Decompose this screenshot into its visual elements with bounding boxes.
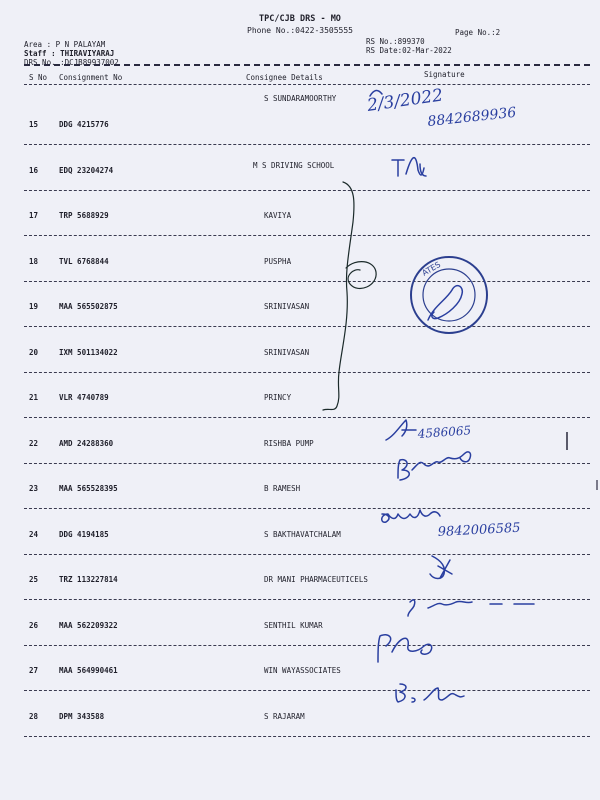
row-consignee-name: PUSPHA	[264, 257, 292, 266]
row-consignment-no: EDQ 23204274	[59, 166, 114, 175]
row-sno: 23	[29, 484, 39, 493]
row-consignment-no: AMD 24288360	[59, 439, 114, 448]
row-sno: 16	[29, 166, 39, 175]
drs-number: DRS No. :DCJB89937002	[24, 58, 119, 67]
row-consignee-name: B RAMESH	[264, 484, 301, 493]
signature-22	[386, 420, 416, 440]
row-consignment-no: VLR 4740789	[59, 393, 109, 402]
bracket-signature-line	[323, 182, 354, 410]
handwritten-phone-24: 9842006585	[437, 520, 521, 540]
row-sno: 24	[29, 530, 39, 539]
row-sno: 25	[29, 575, 39, 584]
row-consignment-no: MAA 562209322	[59, 621, 118, 630]
page-number: Page No.:2	[455, 28, 501, 37]
area-label: Area : P N PALAYAM	[24, 40, 106, 49]
handwritten-phone-15: 8842689936	[426, 104, 518, 130]
row-sno: 15	[29, 120, 39, 129]
col-sno: S No	[29, 73, 48, 82]
row-consignment-no: TVL 6768844	[59, 257, 109, 266]
row-consignee-name: SRINIVASAN	[264, 302, 310, 311]
row-sno: 20	[29, 348, 39, 357]
signature-24	[382, 510, 440, 522]
signature-27	[378, 635, 432, 662]
row-sno: 19	[29, 302, 39, 311]
handwritten-number-22: 4586065	[417, 423, 472, 441]
row-consignment-no: TRP 5688929	[59, 211, 109, 220]
row-sno: 26	[29, 621, 39, 630]
edge-mark	[566, 432, 568, 450]
handwritten-date: 2/3/2022	[365, 85, 445, 116]
rs-date: RS Date:02-Mar-2022	[366, 46, 452, 55]
col-consignee: Consignee Details	[246, 73, 323, 82]
row-sno: 21	[29, 393, 39, 402]
edge-mark	[596, 480, 598, 490]
signature-23	[398, 452, 471, 480]
row-sno: 28	[29, 712, 39, 721]
loop-mark-19	[346, 262, 376, 289]
row-consignment-no: MAA 565502875	[59, 302, 118, 311]
row-consignee-name: SRINIVASAN	[264, 348, 310, 357]
row-consignee-name: M S DRIVING SCHOOL	[253, 161, 335, 170]
row-consignment-no: DDG 4215776	[59, 120, 109, 129]
row-sno: 22	[29, 439, 39, 448]
row-sno: 27	[29, 666, 39, 675]
row-consignee-name: PRINCY	[264, 393, 292, 402]
row-consignment-no: MAA 565528395	[59, 484, 118, 493]
row-sno: 17	[29, 211, 39, 220]
row-consignee-name: WIN WAYASSOCIATES	[264, 666, 341, 675]
signature-16	[392, 158, 426, 176]
signature-26	[408, 600, 534, 616]
row-sno: 18	[29, 257, 39, 266]
col-consignment: Consignment No	[59, 73, 123, 82]
row-consignment-no: TRZ 113227814	[59, 575, 118, 584]
row-consignee-name: S RAJARAM	[264, 712, 305, 721]
rs-number: RS No.:899370	[366, 37, 425, 46]
company-stamp	[411, 257, 487, 333]
row-consignment-no: MAA 564990461	[59, 666, 118, 675]
row-consignee-name: SENTHIL KUMAR	[264, 621, 323, 630]
col-signature: Signature	[424, 70, 465, 79]
svg-text:ATES: ATES	[420, 260, 443, 278]
row-consignee-name: DR MANI PHARMACEUTICELS	[264, 575, 368, 584]
signature-28	[396, 684, 464, 702]
signature-25	[430, 556, 452, 579]
row-consignment-no: DDG 4194185	[59, 530, 109, 539]
row-consignee-name: S SUNDARAMOORTHY	[264, 94, 337, 103]
row-consignment-no: IXM 501134022	[59, 348, 118, 357]
phone-number: Phone No.:0422-3505555	[247, 26, 353, 35]
row-consignee-name: RISHBA PUMP	[264, 439, 314, 448]
row-consignee-name: KAVIYA	[264, 211, 292, 220]
document-title: TPC/CJB DRS - MO	[259, 14, 341, 24]
row-consignee-name: S BAKTHAVATCHALAM	[264, 530, 341, 539]
staff-label: Staff : THIRAVIYARAJ	[24, 49, 115, 58]
row-consignment-no: DPM 343588	[59, 712, 105, 721]
